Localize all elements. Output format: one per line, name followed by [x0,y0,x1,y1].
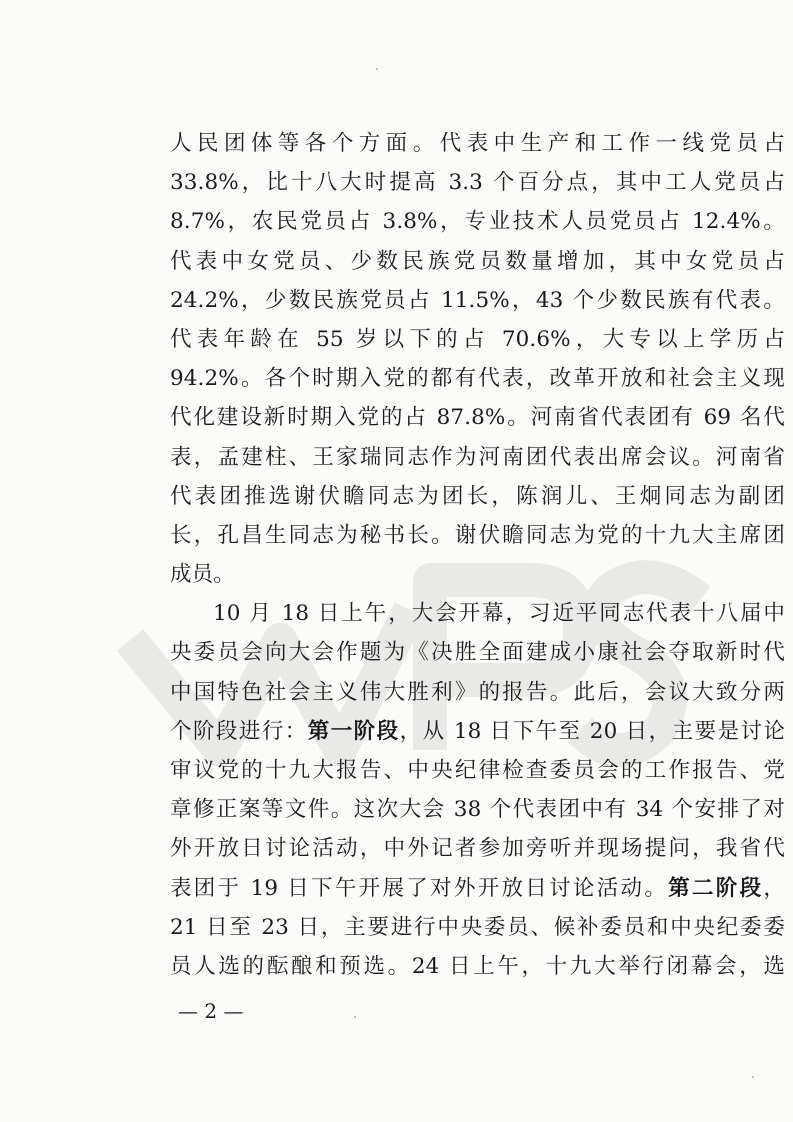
text-segment: 长，孔昌生同志为秘书长。谢伏瞻同志为党的十九大主席团 [170,522,785,548]
text-line [170,673,785,712]
text-line [170,359,785,398]
text-segment: 24.2%，少数民族党员占 11.5%，43 个少数民族有代表。 [170,287,785,313]
text-segment: ， [763,875,785,901]
body-text [170,124,785,986]
text-segment: 央委员会向大会作题为《决胜全面建成小康社会夺取新时代 [170,640,785,666]
page-number: — 2 — [178,999,244,1023]
text-line [170,594,785,633]
text-segment: 94.2%。各个时期入党的都有代表，改革开放和社会主义现 [170,366,785,392]
text-segment: 成员。 [170,562,235,588]
scan-speck [376,68,378,70]
text-line [170,790,785,829]
text-line [170,829,785,868]
text-segment: 中国特色社会主义伟大胜利》的报告。此后，会议大致分两 [170,679,785,705]
text-line [170,477,785,516]
bold-phrase: 第一阶段 [307,718,400,744]
text-segment: 33.8%，比十八大时提高 3.3 个百分点，其中工人党员占 [170,170,785,196]
text-line [170,281,785,320]
text-line [170,320,785,359]
text-segment: 外开放日讨论活动，中外记者参加旁听并现场提问，我省代 [170,836,785,862]
text-line [170,712,785,751]
text-line [170,869,785,908]
text-segment: 21 日至 23 日，主要进行中央委员、候补委员和中央纪委委 [170,914,785,940]
text-segment: 表团于 19 日下午开展了对外开放日讨论活动。 [170,875,669,901]
text-segment: 10 月 18 日上午，大会开幕，习近平同志代表十八届中 [213,601,785,627]
text-line [170,202,785,241]
text-segment: 8.7%，农民党员占 3.8%，专业技术人员党员占 12.4%。 [170,209,785,235]
text-segment: 表，孟建柱、王家瑞同志作为河南团代表出席会议。河南省 [170,444,785,470]
text-line [170,908,785,947]
text-line [170,947,785,986]
text-segment: ，从 18 日下午至 20 日，主要是讨论 [399,718,785,744]
text-line [170,438,785,477]
text-segment: 代表团推选谢伏瞻同志为团长，陈润儿、王炯同志为副团 [170,483,785,509]
text-line [170,124,785,163]
text-segment: 代表中女党员、少数民族党员数量增加，其中女党员占 [170,248,785,274]
text-line [170,242,785,281]
text-line [170,516,785,555]
text-line [170,633,785,672]
text-segment: 代化建设新时期入党的占 87.8%。河南省代表团有 69 名代 [170,405,785,431]
text-segment: 代表年龄在 55 岁以下的占 70.6%，大专以上学历占 [170,326,785,352]
scan-speck [354,1016,356,1018]
text-line [170,163,785,202]
text-segment: 员人选的酝酿和预选。24 日上午，十九大举行闭幕会，选 [170,953,785,979]
scan-speck [752,1076,754,1078]
text-segment: 个阶段进行： [170,718,308,744]
text-segment: 人民团体等各个方面。代表中生产和工作一线党员占 [170,131,785,156]
text-line [170,398,785,437]
bold-phrase: 第二阶段 [668,875,764,901]
text-line [170,555,785,594]
text-line [170,751,785,790]
text-segment: 审议党的十九大报告、中央纪律检查委员会的工作报告、党 [170,758,785,783]
text-segment: 章修正案等文件。这次大会 38 个代表团中有 34 个安排了对 [170,797,785,823]
